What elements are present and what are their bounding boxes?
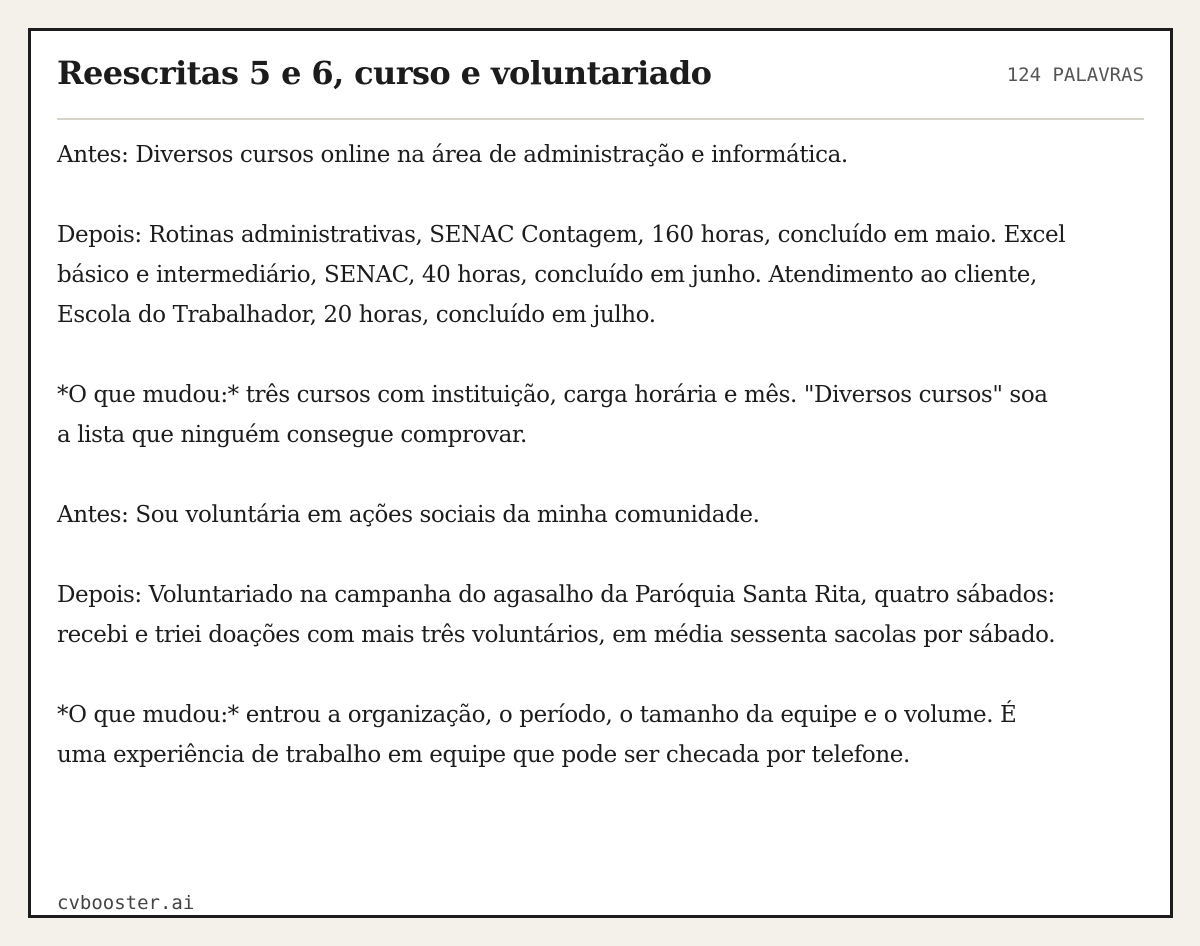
card-title: Reescritas 5 e 6, curso e voluntariado (57, 54, 712, 92)
card-header (57, 31, 1144, 120)
paragraph-after-volunteering: Depois: Voluntariado na campanha do agasalho da Paróquia Santa Rita, quatro sábados: recebi e triei doações com mais três voluntários, em média sessenta sacolas por sábado. (57, 582, 1056, 648)
word-count-label: 124 PALAVRAS (1006, 64, 1144, 86)
paragraph-before-volunteering: Antes: Sou voluntária em ações sociais da minha comunidade. (57, 502, 760, 528)
brand-footer: cvbooster.ai (57, 892, 195, 914)
paragraph-what-changed-volunteering: *O que mudou:* entrou a organização, o período, o tamanho da equipe e o volume. É uma experiência de trabalho em equipe que pode ser checada por telefone. (57, 702, 1017, 768)
paragraph-what-changed-courses: *O que mudou:* três cursos com instituição, carga horária e mês. "Diversos cursos" soa a lista que ninguém consegue comprovar. (57, 382, 1048, 448)
paragraph-before-courses: Antes: Diversos cursos online na área de administração e informática. (57, 142, 848, 168)
paragraph-after-courses: Depois: Rotinas administrativas, SENAC Contagem, 160 horas, concluído em maio. Excel básico e intermediário, SENAC, 40 horas, concluído em junho. Atendimento ao cliente, Escola do Trabalhador, 20 horas, concluído em julho. (57, 222, 1066, 328)
card-body (57, 135, 1067, 815)
rewrite-card (28, 28, 1173, 918)
